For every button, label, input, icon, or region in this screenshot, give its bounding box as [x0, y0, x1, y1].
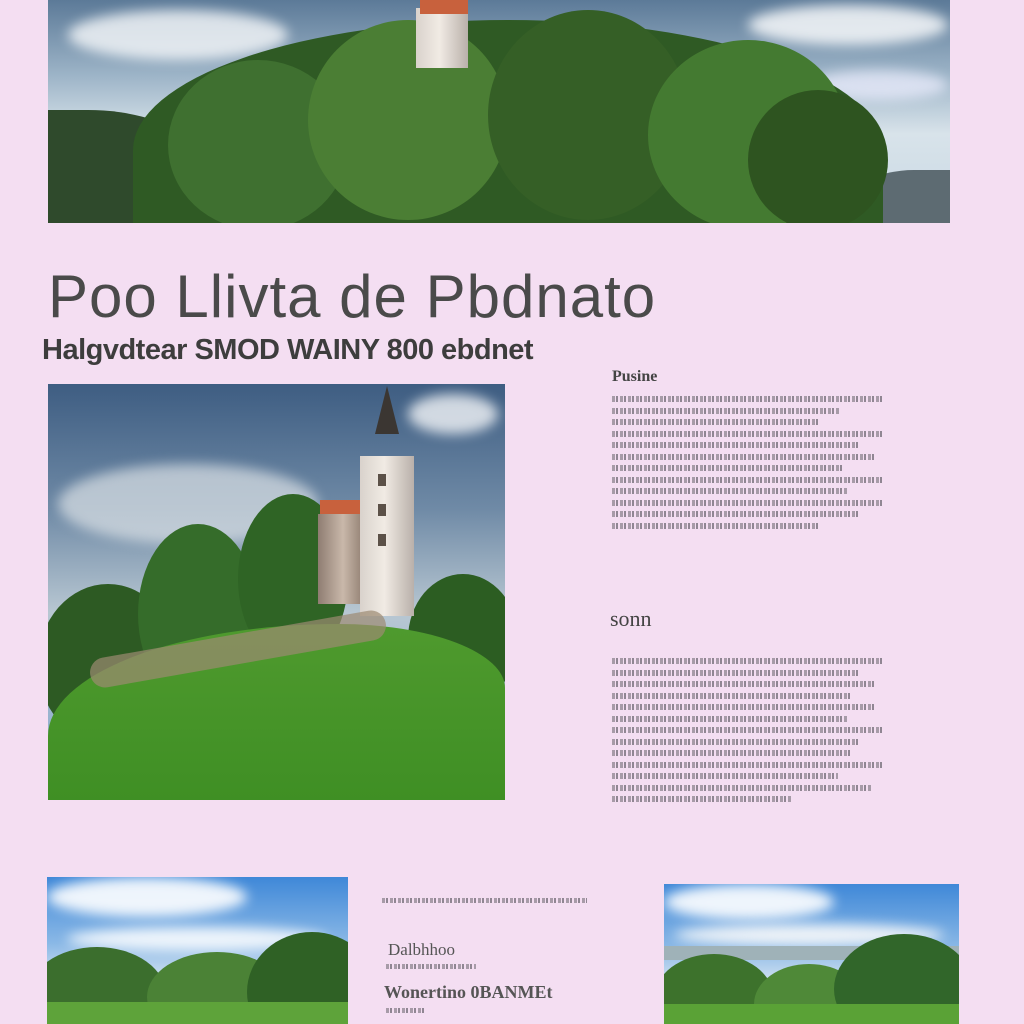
bottom-caption-label: Dalbhhoo — [388, 940, 456, 959]
page-title: Poo Llivta de Pbdnato — [48, 263, 657, 330]
page-subtitle: Halgvdtear SMOD WAINY 800 ebdnet — [42, 334, 534, 366]
paragraph-second — [612, 658, 884, 802]
hero-photo — [48, 0, 950, 223]
bottom-caption-lines — [386, 964, 476, 969]
bottom-left-photo — [47, 877, 348, 1024]
main-photo — [48, 384, 505, 800]
section-heading-first: Pusine — [612, 368, 658, 385]
section-heading-second: sonn — [610, 606, 652, 631]
bottom-right-photo — [664, 884, 959, 1024]
bottom-caption-line: Wonertino 0BANMEt — [384, 982, 553, 1002]
bottom-caption-top-line — [382, 898, 587, 903]
paragraph-first — [612, 396, 884, 529]
bottom-caption-last-line — [386, 1008, 426, 1013]
